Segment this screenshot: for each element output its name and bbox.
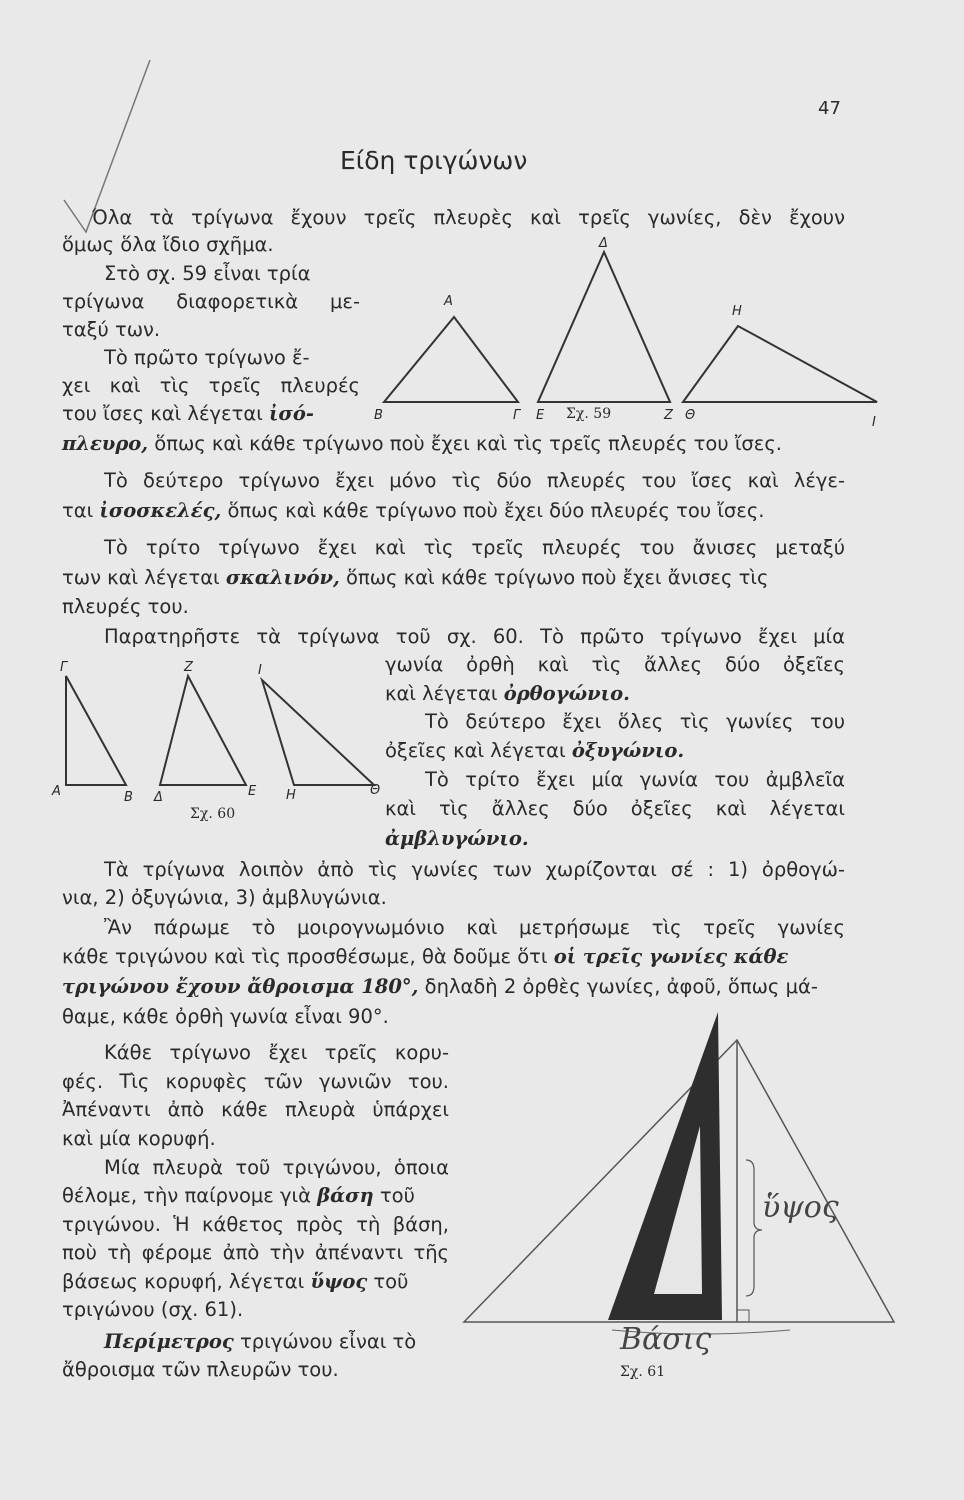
fig60-label-th: Θ [370, 783, 381, 798]
fig59-label-g: Γ [513, 408, 521, 423]
fig59-label-i: Ι [872, 415, 876, 430]
fig60-label-g: Γ [60, 660, 68, 675]
fig59-label-e: Ε [536, 408, 545, 423]
p10-line1: Περίμετρος τριγώνου εἶναι τὸ [104, 1330, 417, 1353]
p1-line1: Όλα τὰ τρίγωνα ἔχουν τρεῖς πλευρὲς καὶ τρεῖς γωνίες, δὲν ἔχουν [92, 206, 845, 229]
p6-line1: Τὰ τρίγωνα λοιπὸν ἀπὸ τὶς γωνίες των χωρίζονται σέ : 1) ὀρθογώ- [104, 858, 845, 881]
fig60-label-z: Ζ [184, 660, 193, 675]
p3-line1: Τὸ δεύτερο τρίγωνο ἔχει μόνο τὶς δύο πλευρές του ἴσες καὶ λέγε- [104, 469, 845, 492]
p9-line4: ποὺ τὴ φέρομε ἀπὸ τὴν ἀπέναντι τῆς [62, 1241, 449, 1264]
p3-line2: ται ἰσοσκελές, ὅπως καὶ κάθε τρίγωνο ποὺ ἔχει δύο πλευρές του ἴσες. [62, 499, 765, 522]
p5-line8: ἀμβλυγώνιο. [385, 827, 529, 850]
page-title: Είδη τριγώνων [340, 146, 528, 175]
fig60-label-i: Ι [258, 663, 262, 678]
p6-line2: νια, 2) ὀξυγώνια, 3) ἀμβλυγώνια. [62, 886, 387, 909]
fig60-label-e: Ε [248, 784, 257, 799]
p9-line6: τριγώνου (σχ. 61). [62, 1298, 244, 1321]
right-angle-mark [737, 1310, 749, 1322]
p9-line5: βάσεως κορυφή, λέγεται ὕψος τοῦ [62, 1270, 409, 1293]
fig61-height-label: ὕψος [762, 1190, 839, 1225]
p8-line2: φές. Τὶς κορυφὲς τῶν γωνιῶν του. [62, 1070, 449, 1093]
fig60-label-a: Α [52, 784, 61, 799]
p5-line4: Τὸ δεύτερο ἔχει ὅλες τὶς γωνίες του [425, 710, 845, 733]
p4-line3: πλευρές του. [62, 595, 189, 618]
p2-line7: πλευρο, ὅπως καὶ κάθε τρίγωνο ποὺ ἔχει καὶ τὶς τρεῖς πλευρές του ἴσες. [62, 432, 782, 455]
p2-line1: Στὸ σχ. 59 εἶναι τρία [104, 262, 311, 285]
p10-line2: ἄθροισμα τῶν πλευρῶν του. [62, 1358, 339, 1381]
p9-line1: Μία πλευρὰ τοῦ τριγώνου, ὁποια [104, 1156, 449, 1179]
p4-line2: των καὶ λέγεται σκαλινόν, ὅπως καὶ κάθε τρίγωνο ποὺ ἔχει ἄνισες τὶς [62, 566, 769, 589]
p5-line3: καὶ λέγεται ὀρθογώνιο. [385, 682, 630, 705]
p5-line6: Τὸ τρίτο ἔχει μία γωνία του ἀμβλεῖα [425, 768, 845, 791]
p2-line5: χει καὶ τὶς τρεῖς πλευρές [62, 374, 360, 397]
p7-line1: Ἂν πάρωμε τὸ μοιρογνωμόνιο καὶ μετρήσωμε τὶς τρεῖς γωνίες [104, 916, 845, 939]
p5-line1: Παρατηρῆστε τὰ τρίγωνα τοῦ σχ. 60. Τὸ πρῶτο τρίγωνο ἔχει μία [104, 625, 845, 648]
fig59-caption: Σχ. 59 [566, 406, 612, 422]
fig60-caption: Σχ. 60 [190, 806, 236, 822]
height-brace [746, 1160, 762, 1296]
p2-line6: του ἴσες καὶ λέγεται ἰσό- [62, 402, 314, 425]
p5-line7: καὶ τὶς ἄλλες δύο ὀξεῖες καὶ λέγεται [385, 797, 845, 820]
fig59-label-th: Θ [685, 408, 696, 423]
fig59-label-d: Δ [599, 236, 608, 251]
p9-line2: θέλομε, τὴν παίρνομε γιὰ βάση τοῦ [62, 1184, 415, 1207]
p7-line3: τριγώνου ἔχουν ἄθροισμα 180°, δηλαδὴ 2 ὀρθὲς γωνίες, ἀφοῦ, ὅπως μά- [62, 975, 818, 998]
fig59-label-b: Β [374, 408, 383, 423]
p2-line4: Τὸ πρῶτο τρίγωνο ἔ- [104, 346, 310, 369]
p1-line2: ὅμως ὅλα ἴδιο σχῆμα. [62, 233, 274, 256]
p8-line4: καὶ μία κορυφή. [62, 1127, 216, 1150]
p9-line3: τριγώνου. Ἡ κάθετος πρὸς τὴ βάση, [62, 1213, 449, 1236]
fig61-caption: Σχ. 61 [620, 1364, 666, 1380]
fig60-label-d: Δ [154, 790, 163, 805]
p8-line1: Κάθε τρίγωνο ἔχει τρεῖς κορυ- [104, 1041, 449, 1064]
fig59-label-z: Ζ [664, 408, 673, 423]
p8-line3: Ἀπέναντι ἀπὸ κάθε πλευρὰ ὑπάρχει [62, 1098, 449, 1121]
fig59-label-h: Η [732, 304, 742, 319]
p7-line2: κάθε τριγώνου καὶ τὶς προσθέσωμε, θὰ δοῦμε ὅτι οἱ τρεῖς γωνίες κάθε [62, 945, 789, 968]
p5-line2: γωνία ὀρθὴ καὶ τὶς ἄλλες δύο ὀξεῖες [385, 653, 845, 676]
page-number: 47 [818, 98, 841, 119]
p2-line2: τρίγωνα διαφορετικὰ με- [62, 290, 360, 313]
p7-line4: θαμε, κάθε ὀρθὴ γωνία εἶναι 90°. [62, 1005, 389, 1028]
fig60-label-b: Β [124, 790, 133, 805]
fig61-base-label: Βάσις [620, 1322, 712, 1357]
p5-line5: ὀξεῖες καὶ λέγεται ὀξυγώνιο. [385, 739, 685, 762]
p4-line1: Τὸ τρίτο τρίγωνο ἔχει καὶ τὶς τρεῖς πλευρές του ἄνισες μεταξύ [104, 536, 845, 559]
p2-line3: ταξύ των. [62, 318, 161, 341]
fig59-label-a: Α [444, 294, 453, 309]
fig60-label-h: Η [286, 788, 296, 803]
